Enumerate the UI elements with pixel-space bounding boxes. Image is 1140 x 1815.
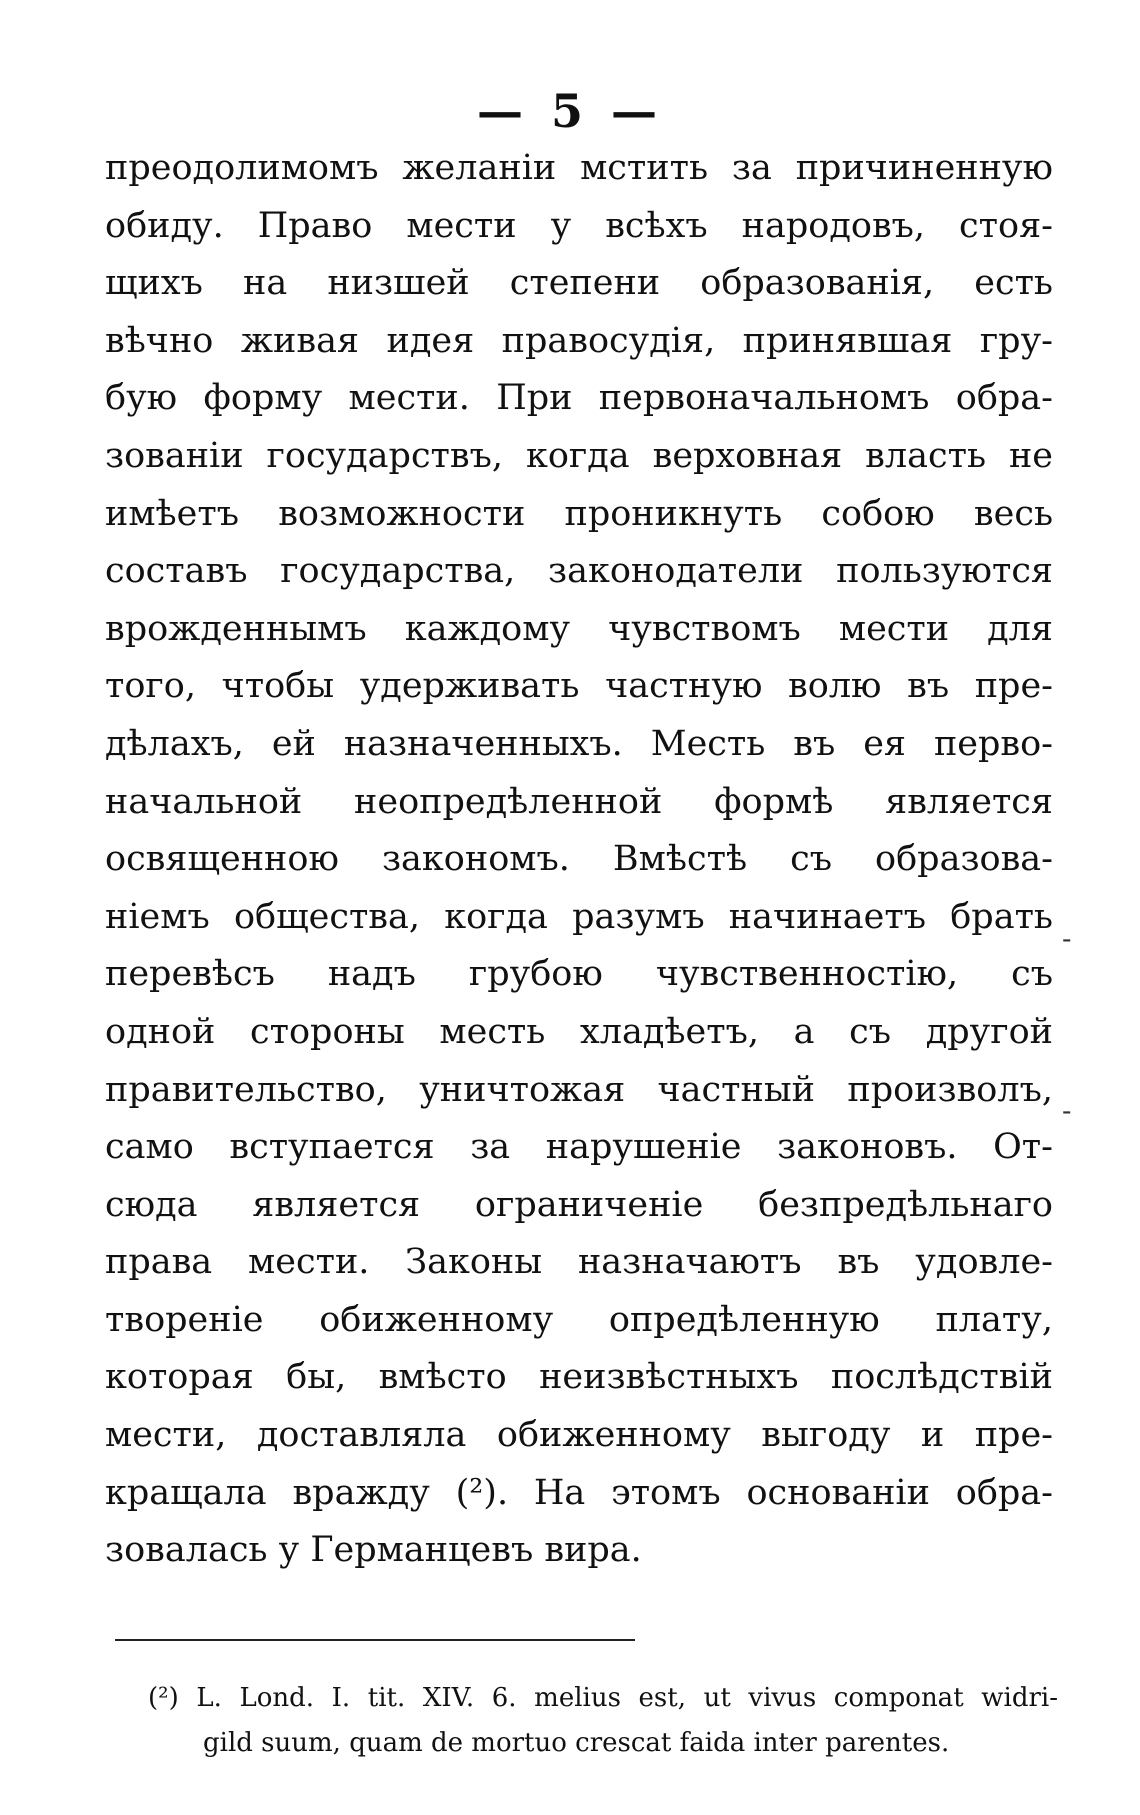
text-line: зовалась у Германцевъ вира. xyxy=(105,1530,642,1571)
text-line: правительство, уничтожая частный произволъ, xyxy=(105,1069,1053,1110)
text-line: имѣетъ возможности проникнуть собою весь xyxy=(105,493,1053,534)
text-line: ніемъ общества, когда разумъ начинаетъ брать xyxy=(105,896,1053,937)
text-line: дѣлахъ, ей назначенныхъ. Месть въ ея перво- xyxy=(105,723,1053,764)
text-line: начальной неопредѣленной формѣ является xyxy=(105,781,1053,822)
text-line: врожденнымъ каждому чувствомъ мести для xyxy=(105,608,1053,649)
text-line: щихъ на низшей степени образованія, есть xyxy=(105,263,1053,304)
footnotes xyxy=(148,1676,1058,1766)
text-line: перевѣсъ надъ грубою чувственностію, съ xyxy=(105,954,1053,995)
text-line: которая бы, вмѣсто неизвѣстныхъ послѣдствій xyxy=(105,1357,1053,1398)
text-line: сюда является ограниченіе безпредѣльнаго xyxy=(105,1184,1053,1225)
margin-mark: - xyxy=(1062,1094,1072,1127)
text-line: мести, доставляла обиженному выгоду и пре- xyxy=(105,1415,1053,1456)
text-line: зованіи государствъ, когда верховная власть не xyxy=(105,435,1053,476)
body-text xyxy=(105,140,1053,1580)
margin-mark: - xyxy=(1062,922,1072,955)
text-line: права мести. Законы назначаютъ въ удовле- xyxy=(105,1242,1053,1283)
text-line: само вступается за нарушеніе законовъ. От- xyxy=(105,1127,1053,1168)
text-line: бую форму мести. При первоначальномъ обра- xyxy=(105,378,1053,419)
page-number: — 5 — xyxy=(476,84,664,138)
footnote-rule xyxy=(115,1639,635,1641)
text-line: одной стороны месть хладѣетъ, а съ другой xyxy=(105,1011,1053,1052)
text-line: преодолимомъ желаніи мстить за причиненную xyxy=(105,148,1053,188)
text-line: обиду. Право мести у всѣхъ народовъ, стоя- xyxy=(105,205,1053,246)
footnote-line: gild suum, quam de mortuo crescat faida inter parentes. xyxy=(203,1728,950,1758)
text-line: того, чтобы удерживать частную волю въ пре- xyxy=(105,666,1053,707)
text-line: твореніе обиженному опредѣленную плату, xyxy=(105,1299,1053,1340)
text-line: составъ государства, законодатели пользуются xyxy=(105,551,1053,592)
text-line: вѣчно живая идея правосудія, принявшая гру- xyxy=(105,320,1053,361)
text-line: кращала вражду (²). На этомъ основаніи обра- xyxy=(105,1472,1053,1513)
footnote-line: (²) L. Lond. I. tit. XIV. 6. melius est, ut vivus componat widri- xyxy=(148,1683,1058,1713)
text-line: освященною закономъ. Вмѣстѣ съ образова- xyxy=(105,839,1053,880)
